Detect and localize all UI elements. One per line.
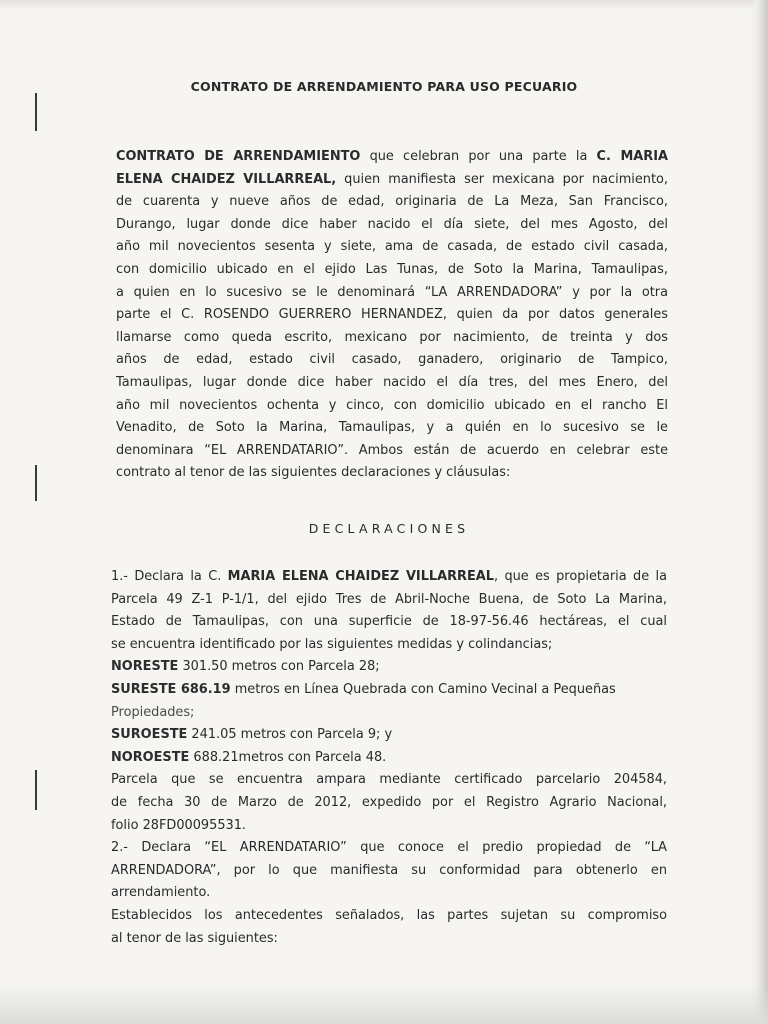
boundary-noroeste: NOROESTE 688.21metros con Parcela 48.: [111, 749, 387, 765]
declaracion-1-line: Estado de Tamaulipas, con una superficie de 18-97-56.46 hectáreas, el cual: [111, 614, 667, 630]
document-title: CONTRATO DE ARRENDAMIENTO PARA USO PECUARIO: [190, 79, 578, 94]
margin-mark: [35, 465, 37, 501]
declaraciones-heading: DECLARACIONES: [308, 521, 470, 536]
intro-paragraph: [116, 146, 668, 485]
closing-line: Establecidos los antecedentes señalados, las partes sujetan su compromiso: [111, 907, 667, 923]
page-right-edge: [750, 0, 768, 1024]
intro-line: Venadito, de Soto la Marina, Tamaulipas, y a quién en lo sucesivo se le: [116, 420, 668, 436]
certificate-line: folio 28FD00095531.: [111, 817, 247, 833]
declaracion-1-line: se encuentra identificado por las siguientes medidas y colindancias;: [111, 636, 553, 652]
intro-line: año mil novecientos ochenta y cinco, con domicilio ubicado en el rancho El: [116, 397, 668, 413]
declaracion-2-line: 2.- Declara “EL ARRENDATARIO” que conoce el predio propiedad de “LA: [111, 840, 667, 856]
intro-line: Durango, lugar donde dice haber nacido el día siete, del mes Agosto, del: [116, 216, 668, 232]
party1-name-b: ELENA CHAIDEZ VILLARREAL,: [116, 171, 337, 187]
boundary-sureste: SURESTE 686.19 metros en Línea Quebrada con Camino Vecinal a Pequeñas: [111, 681, 616, 697]
boundary-noreste: NORESTE 301.50 metros con Parcela 28;: [111, 659, 380, 675]
intro-line: CONTRATO DE ARRENDAMIENTO que celebran por una parte la C. MARIA: [116, 149, 668, 164]
margin-mark: [35, 770, 37, 810]
intro-line: año mil novecientos sesenta y siete, ama de casada, de estado civil casada,: [116, 239, 668, 255]
boundary-sureste-cont: Propiedades;: [111, 704, 195, 720]
intro-line: años de edad, estado civil casado, ganadero, originario de Tampico,: [116, 352, 668, 368]
page-top-edge: [0, 0, 768, 10]
certificate-line: Parcela que se encuentra ampara mediante certificado parcelario 204584,: [111, 772, 667, 788]
boundary-suroeste: SUROESTE 241.05 metros con Parcela 9; y: [111, 727, 393, 743]
declaracion-1-line: Parcela 49 Z-1 P-1/1, del ejido Tres de Abril-Noche Buena, de Soto La Marina,: [111, 591, 667, 607]
intro-line: con domicilio ubicado en el ejido Las Tunas, de Soto la Marina, Tamaulipas,: [116, 261, 668, 277]
intro-line: parte el C. ROSENDO GUERRERO HERNANDEZ, quien da por datos generales: [116, 307, 668, 323]
intro-line: denominara “EL ARRENDATARIO”. Ambos están de acuerdo en celebrar este: [116, 442, 668, 458]
intro-line: Tamaulipas, lugar donde dice haber nacido el día tres, del mes Enero, del: [116, 374, 668, 390]
closing-line: al tenor de las siguientes:: [111, 930, 278, 946]
intro-line: contrato al tenor de las siguientes declaraciones y cláusulas:: [116, 465, 511, 481]
margin-mark: [35, 93, 37, 131]
declaracion-1-line: 1.- Declara la C. MARIA ELENA CHAIDEZ VILLARREAL, que es propietaria de la: [111, 569, 667, 584]
intro-line: ELENA CHAIDEZ VILLARREAL, quien manifiesta ser mexicana por nacimiento,: [116, 171, 668, 187]
intro-line: de cuarenta y nueve años de edad, originaria de La Meza, San Francisco,: [116, 194, 668, 210]
owner-name: MARIA ELENA CHAIDEZ VILLARREAL: [227, 569, 494, 584]
declaracion-2-line: ARRENDADORA”, por lo que manifiesta su conformidad para obtenerlo en: [111, 862, 667, 878]
intro-line: llamarse como queda escrito, mexicano por nacimiento, de treinta y dos: [116, 329, 668, 345]
certificate-line: de fecha 30 de Marzo de 2012, expedido por el Registro Agrario Nacional,: [111, 794, 667, 810]
page-bottom-edge: [0, 984, 768, 1024]
declaraciones-section: [111, 566, 667, 950]
declaracion-2-line: arrendamiento.: [111, 885, 211, 901]
contract-lead: CONTRATO DE ARRENDAMIENTO: [116, 149, 361, 164]
party1-name-a: C. MARIA: [596, 149, 668, 164]
intro-line: a quien en lo sucesivo se le denominará “LA ARRENDADORA” y por la otra: [116, 284, 668, 300]
